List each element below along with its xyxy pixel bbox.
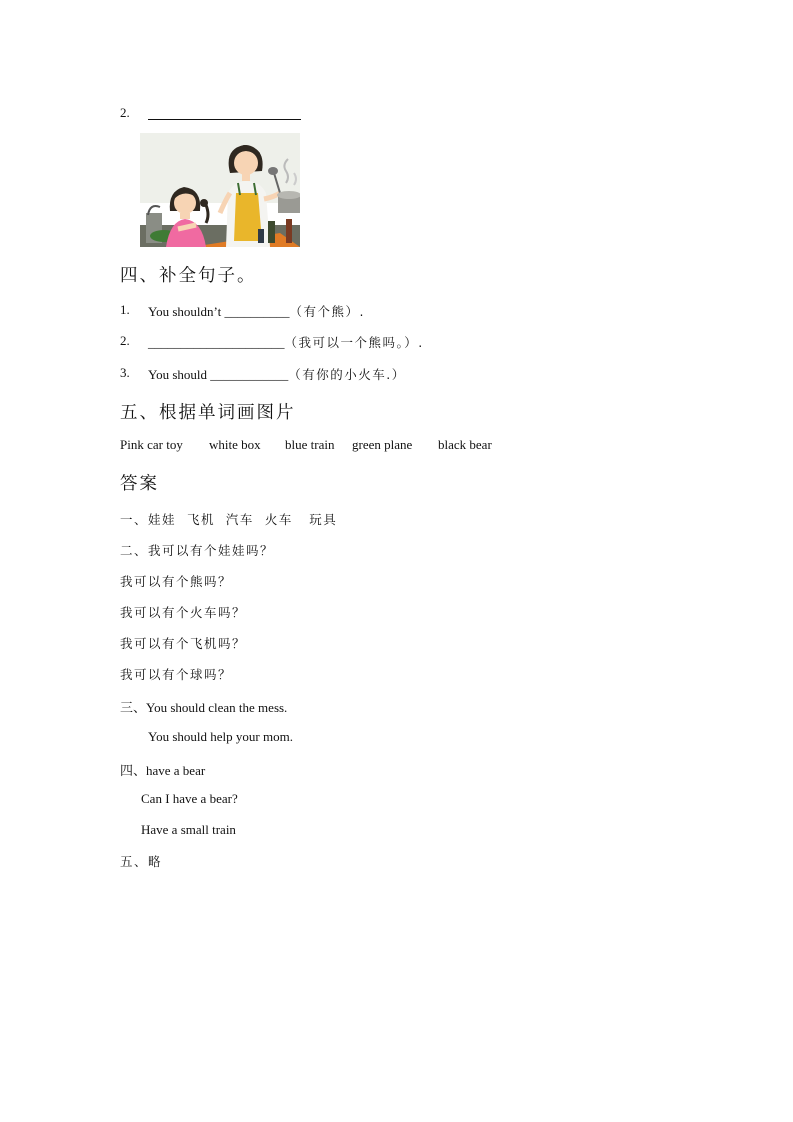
- section-4-heading: 四、补全句子。: [120, 266, 257, 286]
- section-5-word-3: blue train: [285, 437, 335, 452]
- mother-daughter-cooking-illustration: [140, 133, 300, 247]
- answer-line: 我可以有个熊吗？: [120, 574, 233, 589]
- section-4-item-1: [148, 302, 365, 320]
- section-5-heading: 五、根据单词画图片: [120, 403, 296, 423]
- item-blank: _____________________: [148, 335, 285, 350]
- answer-line: 四、have a bear: [120, 763, 206, 778]
- section-4-item-2-number: 2.: [120, 333, 130, 348]
- item-text: You should: [148, 367, 208, 382]
- answer-line: 五、略: [120, 854, 163, 869]
- section-5-word-4: green plane: [352, 437, 413, 452]
- answer-blank-line: [148, 119, 301, 120]
- answer-line: You should help your mom.: [148, 729, 293, 744]
- answers-heading: 答案: [120, 474, 159, 494]
- item-hint: （有你的小火车.）: [288, 367, 406, 382]
- answer-line: 我可以有个飞机吗？: [120, 636, 247, 651]
- item-blank: __________: [224, 304, 290, 319]
- answer-line: 我可以有个球吗？: [120, 667, 233, 682]
- answer-line: Have a small train: [141, 822, 236, 837]
- item-hint: （我可以一个熊吗。）.: [284, 335, 424, 350]
- answer-line: 二、我可以有个娃娃吗？: [120, 543, 275, 558]
- answer-line: 一、娃娃 飞机 汽车 火车 玩具: [120, 512, 338, 527]
- section-5-word-2: white box: [209, 437, 261, 452]
- section-5-word-1: Pink car toy: [120, 437, 183, 452]
- section-4-item-3-number: 3.: [120, 365, 130, 380]
- section-4-item-2: [148, 333, 424, 351]
- section-4-item-1-number: 1.: [120, 302, 130, 317]
- answer-line: Can I have a bear?: [141, 791, 238, 806]
- item-blank: ____________: [210, 367, 289, 382]
- item-text: You shouldn’t: [148, 304, 222, 319]
- section-5-word-5: black bear: [438, 437, 492, 452]
- section-4-item-3: [148, 365, 406, 383]
- q3-item-number: 2.: [120, 105, 130, 120]
- answer-line: 我可以有个火车吗？: [120, 605, 247, 620]
- answer-line: 三、You should clean the mess.: [120, 700, 288, 715]
- item-hint: （有个熊）.: [289, 304, 365, 319]
